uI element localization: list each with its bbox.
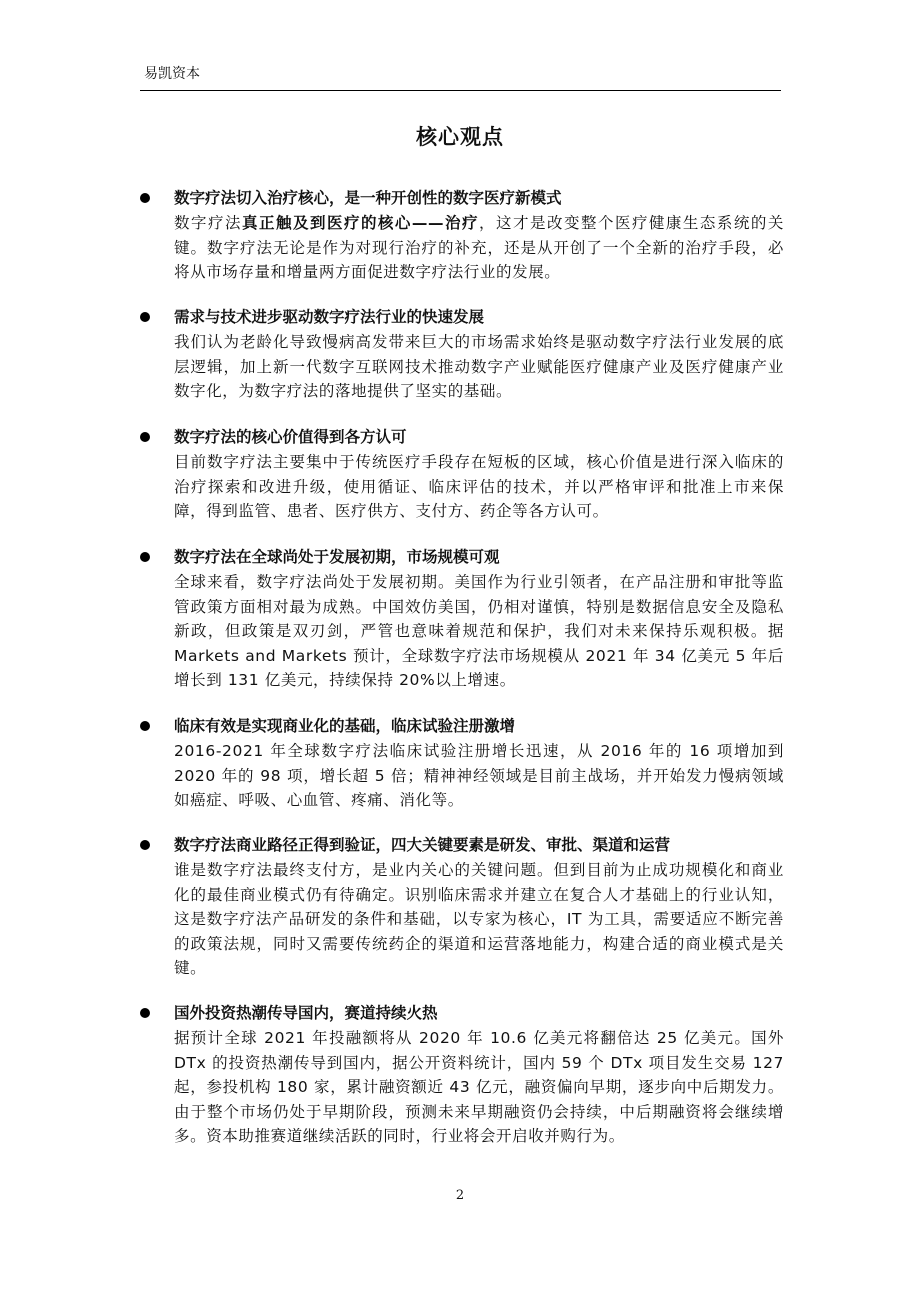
bullet-icon	[140, 193, 150, 203]
key-point-title: 临床有效是实现商业化的基础，临床试验注册激增	[174, 717, 516, 735]
key-point-title: 国外投资热潮传导国内，赛道持续火热	[174, 1004, 438, 1022]
key-point-title: 需求与技术进步驱动数字疗法行业的快速发展	[174, 308, 485, 326]
bullet-icon	[140, 432, 150, 442]
key-point-body: 2016-2021 年全球数字疗法临床试验注册增长迅速，从 2016 年的 16 项增加到 2020 年的 98 项，增长超 5 倍；精神神经领域是目前主战场，并开始发力慢病领域如癌症、呼吸、心血管、疼痛、消化等。	[174, 742, 784, 809]
key-point-body: 谁是数字疗法最终支付方，是业内关心的关键问题。但到目前为止成功规模化和商业化的最佳商业模式仍有待确定。识别临床需求并建立在复合人才基础上的行业认知，这是数字疗法产品研发的条件和基础，以专家为核心，IT 为工具，需要适应不断完善的政策法规，同时又需要传统药企的渠道和运营落地能力，构建合适的商业模式是关键。	[174, 861, 784, 977]
page-number: 2	[455, 1188, 465, 1203]
bullet-icon	[140, 312, 150, 322]
key-point-title: 数字疗法的核心价值得到各方认可	[174, 428, 407, 446]
key-point-title: 数字疗法切入治疗核心，是一种开创性的数字医疗新模式	[174, 189, 562, 207]
key-point-body: 据预计全球 2021 年投融额将从 2020 年 10.6 亿美元将翻倍达 25 亿美元。国外 DTx 的投资热潮传导到国内，据公开资料统计，国内 59 个 DTx 项目发生交易 127 起，参投机构 180 家，累计融资额近 43 亿元，融资偏向早期，逐步向中后期发力。由于整个市场仍处于早期阶段，预测未来早期融资仍会持续，中后期融资将会继续增多。资本助推赛道继续活跃的同时，行业将会开启收并购行为。	[174, 1029, 784, 1145]
bullet-icon	[140, 1008, 150, 1018]
page-title: 核心观点	[416, 125, 504, 149]
key-point-body: 数字疗法真正触及到医疗的核心——治疗，这才是改变整个医疗健康生态系统的关键。数字疗法无论是作为对现行治疗的补充，还是从开创了一个全新的治疗手段，必将从市场存量和增量两方面促进数字疗法行业的发展。	[174, 214, 784, 281]
key-point-body: 目前数字疗法主要集中于传统医疗手段存在短板的区域，核心价值是进行深入临床的治疗探索和改进升级，使用循证、临床评估的技术，并以严格审评和批准上市来保障，得到监管、患者、医疗供方、支付方、药企等各方认可。	[174, 453, 784, 520]
page-header	[140, 64, 781, 91]
key-point-body: 我们认为老龄化导致慢病高发带来巨大的市场需求始终是驱动数字疗法行业发展的底层逻辑，加上新一代数字互联网技术推动数字产业赋能医疗健康产业及医疗健康产业数字化，为数字疗法的落地提供了坚实的基础。	[174, 333, 784, 400]
emphasis-text: 真正触及到医疗的核心——治疗	[241, 214, 479, 232]
bullet-icon	[140, 552, 150, 562]
key-point-body: 全球来看，数字疗法尚处于发展初期。美国作为行业引领者，在产品注册和审批等监管政策方面相对最为成熟。中国效仿美国，仍相对谨慎，特别是数据信息安全及隐私新政，但政策是双刃剑，严管也意味着规范和保护，我们对未来保持乐观积极。据 Markets and Markets 预计，全球数字疗法市场规模从 2021 年 34 亿美元 5 年后增长到 131 亿美元，持续保持 20%以上增速。	[174, 573, 784, 689]
key-point-title: 数字疗法在全球尚处于发展初期，市场规模可观	[174, 548, 500, 566]
bullet-icon	[140, 721, 150, 731]
header-org-name: 易凯资本	[144, 66, 200, 82]
key-point-title: 数字疗法商业路径正得到验证，四大关键要素是研发、审批、渠道和运营	[174, 836, 671, 854]
bullet-icon	[140, 840, 150, 850]
